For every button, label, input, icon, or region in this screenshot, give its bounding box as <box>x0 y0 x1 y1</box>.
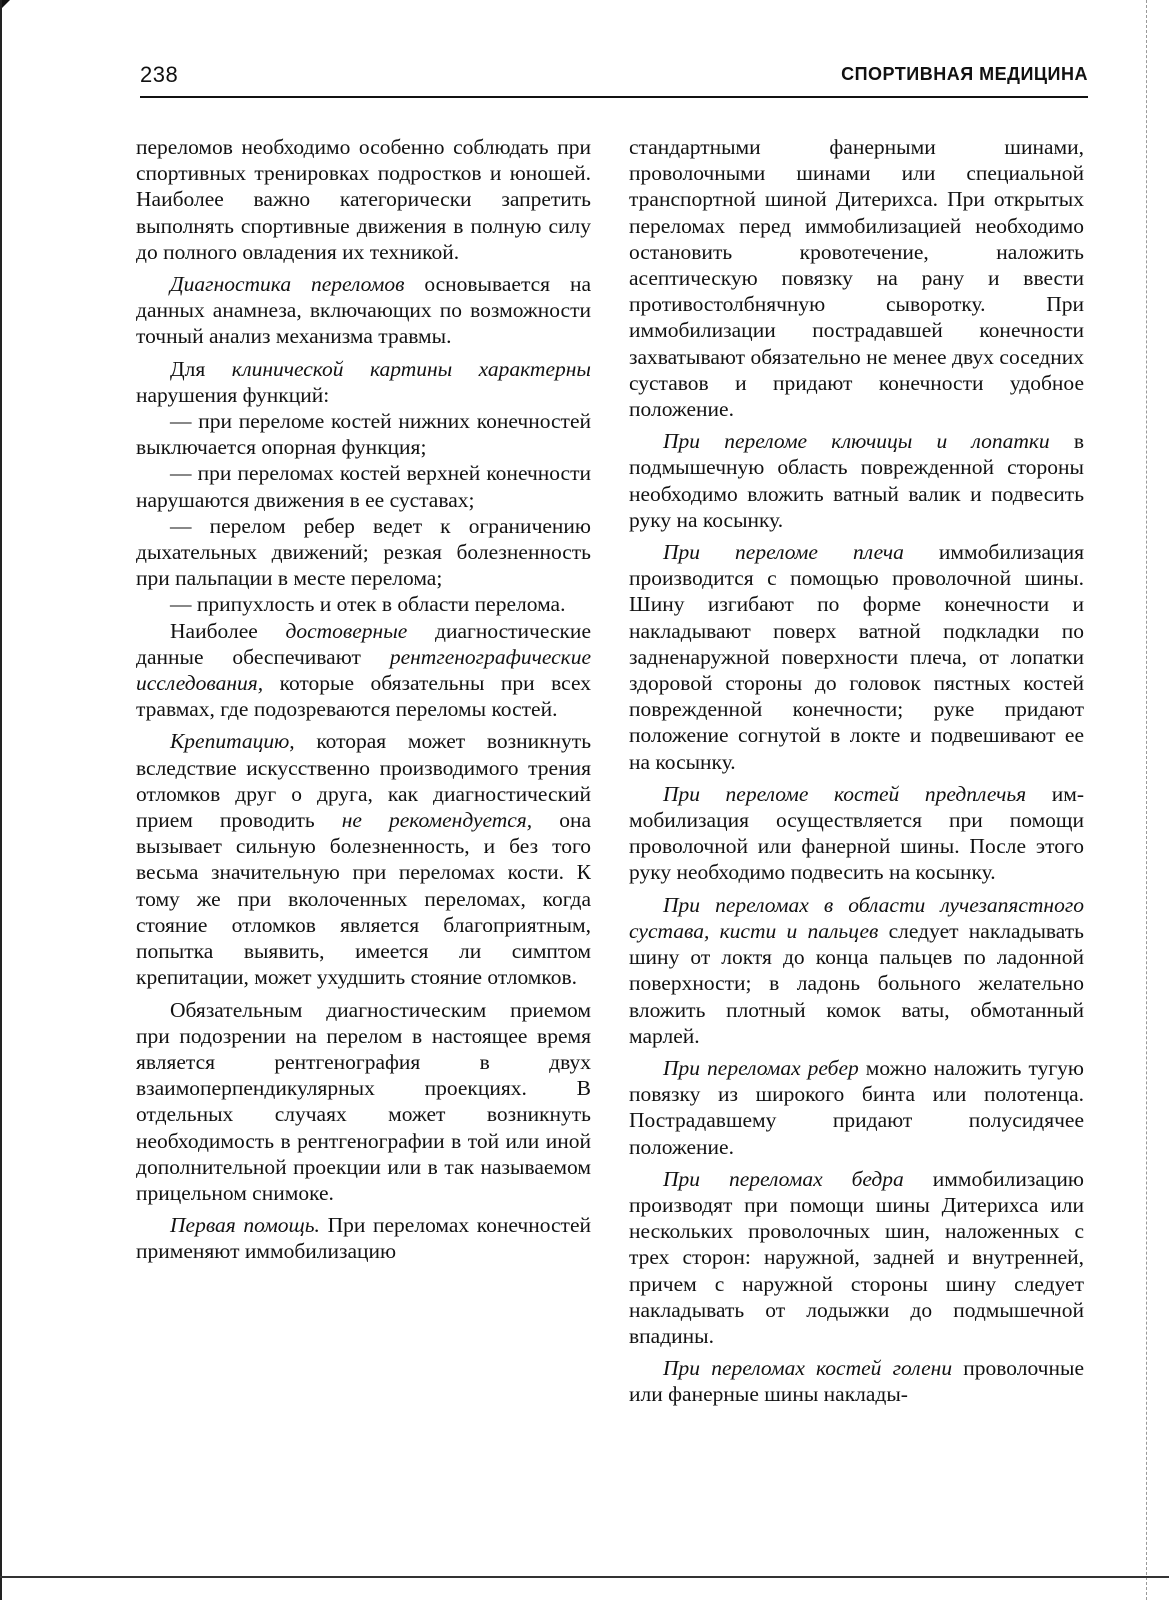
italic-run: Диагностика переломов <box>170 272 405 297</box>
paragraph <box>629 1355 1084 1407</box>
italic-run: При переломах в области лучезапястного сустава, кисти и пальцев <box>629 892 1084 943</box>
paragraph <box>136 618 591 723</box>
text-run: При переломах конечностей применяют иммобилизацию <box>136 1213 592 1264</box>
text-run: Для <box>170 356 232 381</box>
text-run: иммобилизация осуществляется при помощи проволочной или фанерной шины. После этого руку необходимо подвесить на косынку. <box>629 781 1084 885</box>
paragraph <box>136 134 591 265</box>
text-run: основывается на данных анамнеза, включающих по возможности точный анализ механизма травмы. <box>136 272 591 349</box>
paragraph <box>136 1212 591 1264</box>
text-run: в подмышечную область поврежденной стороны необходимо вложить ватный валик и подвесить руку на косынку. <box>629 429 1085 532</box>
italic-run: При переломе костей предплечья <box>663 781 1027 806</box>
text-run: которая может возникнуть вследствие искусственно производимого трения отломков друг о друга, как диагностический прием проводить <box>136 729 591 833</box>
text-run: проволочные или фанерные шины наклады- <box>629 1356 1084 1407</box>
italic-run: клинической картины характерны <box>231 356 591 381</box>
text-run: — при переломах костей верхней конечности нарушаются движения в ее суставах; <box>136 461 591 512</box>
paragraph <box>629 1166 1084 1349</box>
italic-run: Первая помощь. <box>170 1213 320 1238</box>
text-run: следует накладывать шину от локтя до конца пальцев по ладонной поверхности; в ладонь больного желательно вложить плотный комок ваты, обмотанный марлей. <box>629 918 1084 1048</box>
paragraph <box>629 539 1084 775</box>
paragraph <box>136 271 591 350</box>
italic-run: При переломе ключицы и лопатки <box>663 429 1050 454</box>
text-run: — перелом ребер ведет к ограничению дыхательных движений; резкая болезненность при пальпации в месте перелома; <box>136 513 591 591</box>
italic-run: не рекомендуется, <box>341 808 533 833</box>
text-run: — при переломе костей нижних конечностей выключается опорная функция; <box>136 409 591 460</box>
right-text-column <box>629 134 1084 1414</box>
paragraph <box>629 781 1084 886</box>
paragraph <box>629 134 1084 422</box>
paragraph <box>136 997 591 1207</box>
text-run: стандартными фанерными шинами, проволочными шинами или специальной транспортной шиной Дитерихса. При открытых переломах перед иммобилизацией необходимо остановить кровотечение, наложить асептическую повязку на рану и ввести противостолбнячную сыворотку. При иммобилизации пострадавшей конечности захватывают обязательно не менее двух соседних суставов и придают конечности удобное положение. <box>629 135 1084 422</box>
text-run: иммобилизацию производят при помощи шины Дитерихса или нескольких проволочных шин, наложенных с трех сторон: наружной, задней и внутренней, причем с наружной стороны шину следует накладывать от лодыжки до подмышечной впадины. <box>629 1166 1084 1348</box>
page-number: 238 <box>140 62 179 87</box>
italic-run: При переломах костей голени <box>663 1356 953 1381</box>
text-run: она вызывает сильную болезненность, и без того весьма значительную при переломах кости. К тому же при вколоченных переломах, когда стояние отломков является благоприятным, попытка выявить, имеется ли симптом крепитации, может ухудшить стояние отломков. <box>136 808 591 990</box>
text-run: переломов необходимо особенно соблюдать при спортивных тренировках подростков и юношей. Наиболее важно категорически запретить выполнять спортивные движения в полную силу до полного овладения их техникой. <box>136 135 591 264</box>
scan-bottom-edge <box>0 1576 1169 1578</box>
text-run: Обязательным диагностическим приемом при подозрении на перелом в настоящее время является рентгенография в двух взаимоперпендикулярных проекциях. В отдельных случаях может возникнуть необходимость в рентгенографии в той или иной дополнительной проекции или в так называемом прицельном снимоке. <box>136 997 591 1205</box>
paragraph <box>136 356 591 408</box>
text-run: которые обязательны при всех травмах, где подозреваются переломы костей. <box>136 671 591 722</box>
italic-run: достоверные <box>285 618 408 643</box>
paragraph <box>136 408 591 460</box>
paragraph <box>136 513 591 592</box>
text-run: нарушения функций: <box>136 382 330 407</box>
italic-run: При переломе плеча <box>663 540 904 565</box>
left-text-column <box>136 134 591 1271</box>
italic-run: рентгенографические исследования, <box>136 644 591 696</box>
italic-run: При переломах ребер <box>663 1055 859 1080</box>
paragraph <box>136 591 591 617</box>
running-title: СПОРТИВНАЯ МЕДИЦИНА <box>841 64 1088 84</box>
text-run: иммобилизация производится с помощью проволочной шины. Шину изгибают по форме конечности и накладывают поверх ватной подкладки по задненаружной поверхности плеча, от лопатки здоровой стороны до головок пястных костей поврежденной конечности; руке придают положение согнутой в локте и подвешивают ее на косынку. <box>629 540 1084 774</box>
italic-run: При переломах бедра <box>663 1166 904 1191</box>
paragraph <box>136 728 591 990</box>
paragraph <box>629 428 1084 533</box>
text-run: Наиболее <box>170 618 286 643</box>
text-run: — припухлость и отек в области перелома. <box>170 592 566 617</box>
paragraph <box>629 892 1084 1049</box>
paragraph <box>629 1055 1084 1160</box>
scan-right-edge <box>1144 0 1147 1600</box>
page-header <box>140 60 1088 98</box>
paragraph <box>136 460 591 512</box>
text-run: диагностические данные обеспечивают <box>136 618 591 669</box>
scan-left-edge <box>0 0 8 1600</box>
text-run: можно наложить тугую повязку из широкого бинта или полотенца. Пострадавшему придают полусидячее положение. <box>629 1055 1084 1159</box>
italic-run: Крепитацию, <box>170 729 295 754</box>
